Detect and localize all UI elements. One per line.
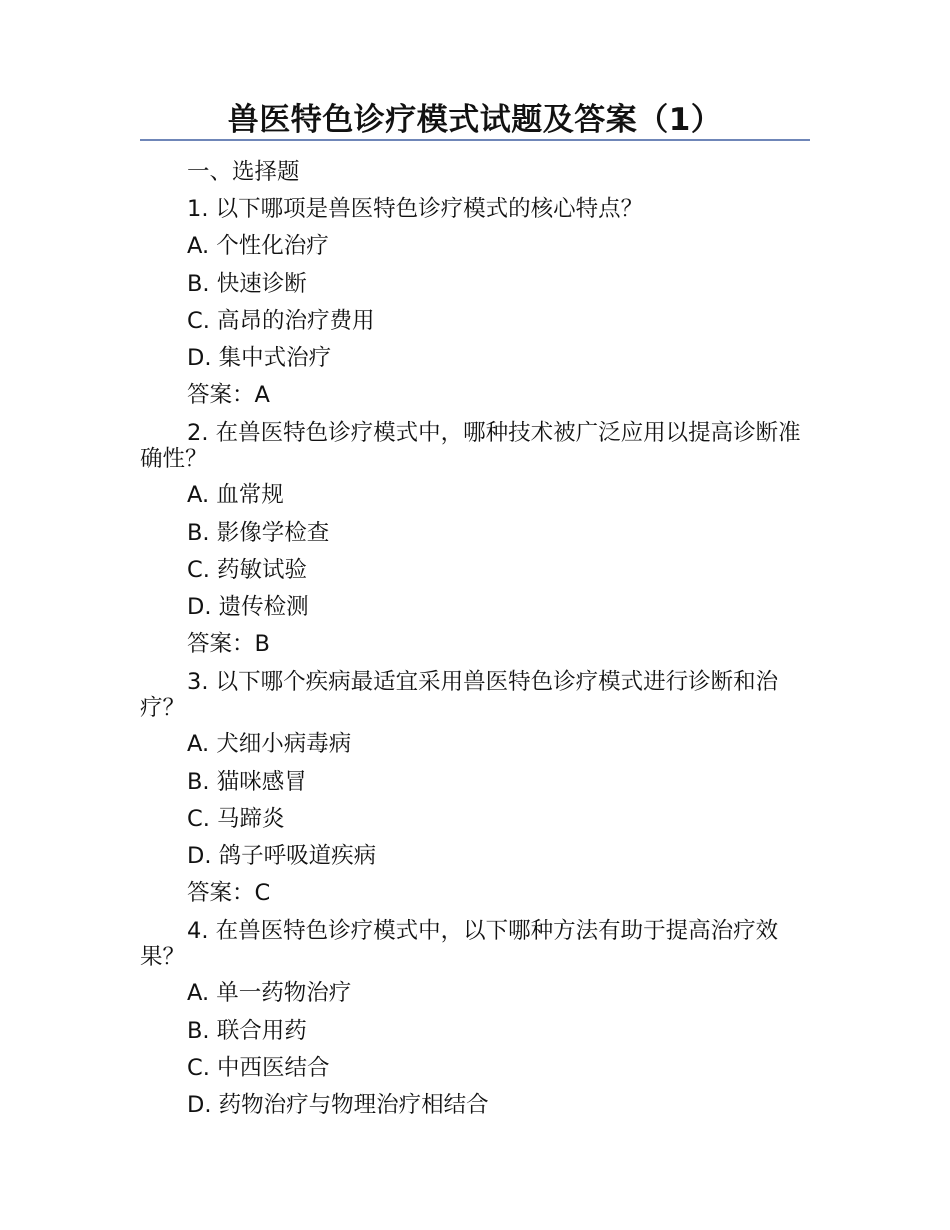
answer-option: D. 集中式治疗: [187, 345, 332, 372]
answer-key: 答案：C: [187, 880, 271, 907]
question-stem-text: 4. 在兽医特色诊疗模式中，以下哪种方法有助于提高治疗效果？: [140, 918, 779, 971]
answer-option: A. 血常规: [187, 482, 284, 509]
answer-option: D. 遗传检测: [187, 594, 309, 621]
answer-key: 答案：B: [187, 631, 270, 658]
answer-option: C. 药敏试验: [187, 556, 308, 583]
answer-option: B. 猫咪感冒: [187, 768, 307, 795]
question-stem: [140, 663, 812, 726]
answer-option: C. 马蹄炎: [187, 805, 285, 832]
question-stem: 1. 以下哪项是兽医特色诊疗模式的核心特点？: [187, 196, 644, 223]
answer-option: D. 药物治疗与物理治疗相结合: [187, 1092, 489, 1119]
answer-option: B. 快速诊断: [187, 270, 307, 297]
answer-option: D. 鸽子呼吸道疾病: [187, 843, 377, 870]
answer-option: A. 个性化治疗: [187, 233, 329, 260]
answer-option: B. 联合用药: [187, 1017, 307, 1044]
answer-option: C. 高昂的治疗费用: [187, 307, 375, 334]
question-stem-text: 3. 以下哪个疾病最适宜采用兽医特色诊疗模式进行诊断和治疗？: [140, 669, 779, 722]
answer-option: A. 单一药物治疗: [187, 980, 352, 1007]
answer-option: B. 影像学检查: [187, 519, 330, 546]
title-underline: [140, 139, 810, 141]
page-title: 兽医特色诊疗模式试题及答案（1）: [227, 102, 723, 138]
answer-option: C. 中西医结合: [187, 1054, 330, 1081]
answer-option: A. 犬细小病毒病: [187, 731, 352, 758]
answer-key: 答案：A: [187, 382, 270, 409]
question-stem-text: 2. 在兽医特色诊疗模式中，哪种技术被广泛应用以提高诊断准确性？: [140, 420, 801, 473]
section-heading: 一、选择题: [187, 159, 300, 185]
question-stem: [140, 414, 812, 477]
document-body: [140, 154, 812, 1124]
question-stem: [140, 912, 812, 975]
